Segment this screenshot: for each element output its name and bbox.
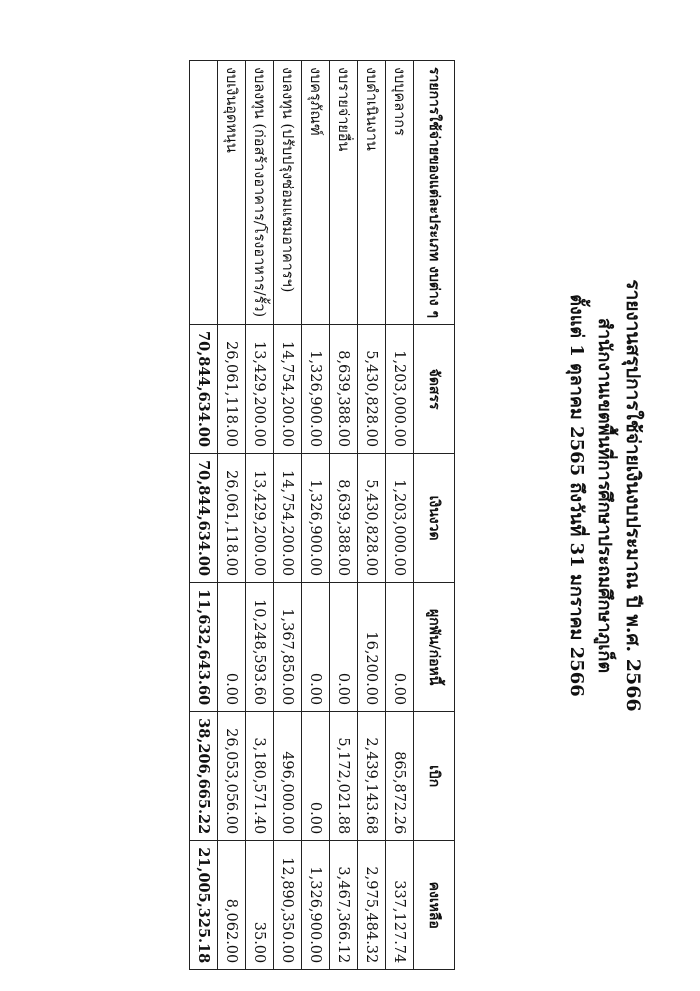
total-installment-cell: 70,844,634.00 [190, 454, 218, 583]
table-row [302, 61, 330, 970]
installment-cell: 13,429,200.00 [246, 454, 274, 583]
report-title: รายงานสรุปการใช้จ่ายเงินงบประมาณ ปี พ.ศ. 2566 [622, 279, 644, 712]
committed-cell: 0.00 [386, 583, 414, 712]
allocated-cell: 26,061,118.00 [218, 325, 246, 454]
committed-cell: 1,367,850.00 [274, 583, 302, 712]
installment-cell: 8,639,388.00 [330, 454, 358, 583]
table-row [330, 61, 358, 970]
row-label: งบลงทุน (ปรับปรุงซ่อมแซมอาคารฯ) [274, 61, 302, 325]
table-row [386, 61, 414, 970]
table-row [218, 61, 246, 970]
table-row [246, 61, 274, 970]
disbursed-cell: 0.00 [302, 712, 330, 841]
installment-cell: 5,430,828.00 [358, 454, 386, 583]
committed-cell: 0.00 [218, 583, 246, 712]
table-row [358, 61, 386, 970]
disbursed-cell: 2,439,143.68 [358, 712, 386, 841]
disbursed-cell: 5,172,021.88 [330, 712, 358, 841]
allocated-cell: 1,203,000.00 [386, 325, 414, 454]
committed-cell: 16,200.00 [358, 583, 386, 712]
allocated-cell: 14,754,200.00 [274, 325, 302, 454]
allocated-cell: 1,326,900.00 [302, 325, 330, 454]
disbursed-cell: 3,180,571.40 [246, 712, 274, 841]
remaining-cell: 337,127.74 [386, 841, 414, 970]
table-row [274, 61, 302, 970]
installment-cell: 1,326,900.00 [302, 454, 330, 583]
remaining-cell: 3,467,366.12 [330, 841, 358, 970]
column-header-committed: ผูกพัน/ก่อหนี้ [414, 583, 455, 712]
total-label [190, 61, 218, 325]
column-header-allocated: จัดสรร [414, 325, 455, 454]
column-header-disbursed: เบิก [414, 712, 455, 841]
committed-cell: 0.00 [302, 583, 330, 712]
row-label: งบครุภัณฑ์ [302, 61, 330, 325]
committed-cell: 0.00 [330, 583, 358, 712]
disbursed-cell: 865,872.26 [386, 712, 414, 841]
table-header-row [414, 61, 455, 970]
column-header-item: รายการใช้จ่ายของแต่ละประเภท งบต่าง ๆ [414, 61, 455, 325]
remaining-cell: 8,062.00 [218, 841, 246, 970]
row-label: งบเงินอุดหนุน [218, 61, 246, 325]
total-remaining-cell: 21,005,325.18 [190, 841, 218, 970]
table-body [190, 61, 414, 970]
allocated-cell: 8,639,388.00 [330, 325, 358, 454]
disbursed-cell: 26,053,056.00 [218, 712, 246, 841]
budget-table [189, 60, 455, 970]
column-header-remaining: คงเหลือ [414, 841, 455, 970]
office-name: สำนักงานเขตพื้นที่การศึกษาประถมศึกษาภูเก็ต [594, 317, 615, 674]
installment-cell: 14,754,200.00 [274, 454, 302, 583]
total-row [190, 61, 218, 970]
allocated-cell: 5,430,828.00 [358, 325, 386, 454]
committed-cell: 10,248,593.60 [246, 583, 274, 712]
remaining-cell: 1,326,900.00 [302, 841, 330, 970]
total-allocated-cell: 70,844,634.00 [190, 325, 218, 454]
installment-cell: 26,061,118.00 [218, 454, 246, 583]
row-label: งบลงทุน (ก่อสร้างอาคาร/โรงอาหาร/รั้ว) [246, 61, 274, 325]
row-label: งบดำเนินงาน [358, 61, 386, 325]
remaining-cell: 35.00 [246, 841, 274, 970]
total-disbursed-cell: 38,206,665.22 [190, 712, 218, 841]
remaining-cell: 2,975,484.32 [358, 841, 386, 970]
remaining-cell: 12,890,350.00 [274, 841, 302, 970]
row-label: งบบุคลากร [386, 61, 414, 325]
total-committed-cell: 11,632,643.60 [190, 583, 218, 712]
installment-cell: 1,203,000.00 [386, 454, 414, 583]
row-label: งบรายจ่ายอื่น [330, 61, 358, 325]
report-period: ตั้งแต่ 1 ตุลาคม 2565 ถึงวันที่ 31 มกราคม 2566 [566, 294, 587, 697]
disbursed-cell: 496,000.00 [274, 712, 302, 841]
allocated-cell: 13,429,200.00 [246, 325, 274, 454]
column-header-installment: เงินงวด [414, 454, 455, 583]
